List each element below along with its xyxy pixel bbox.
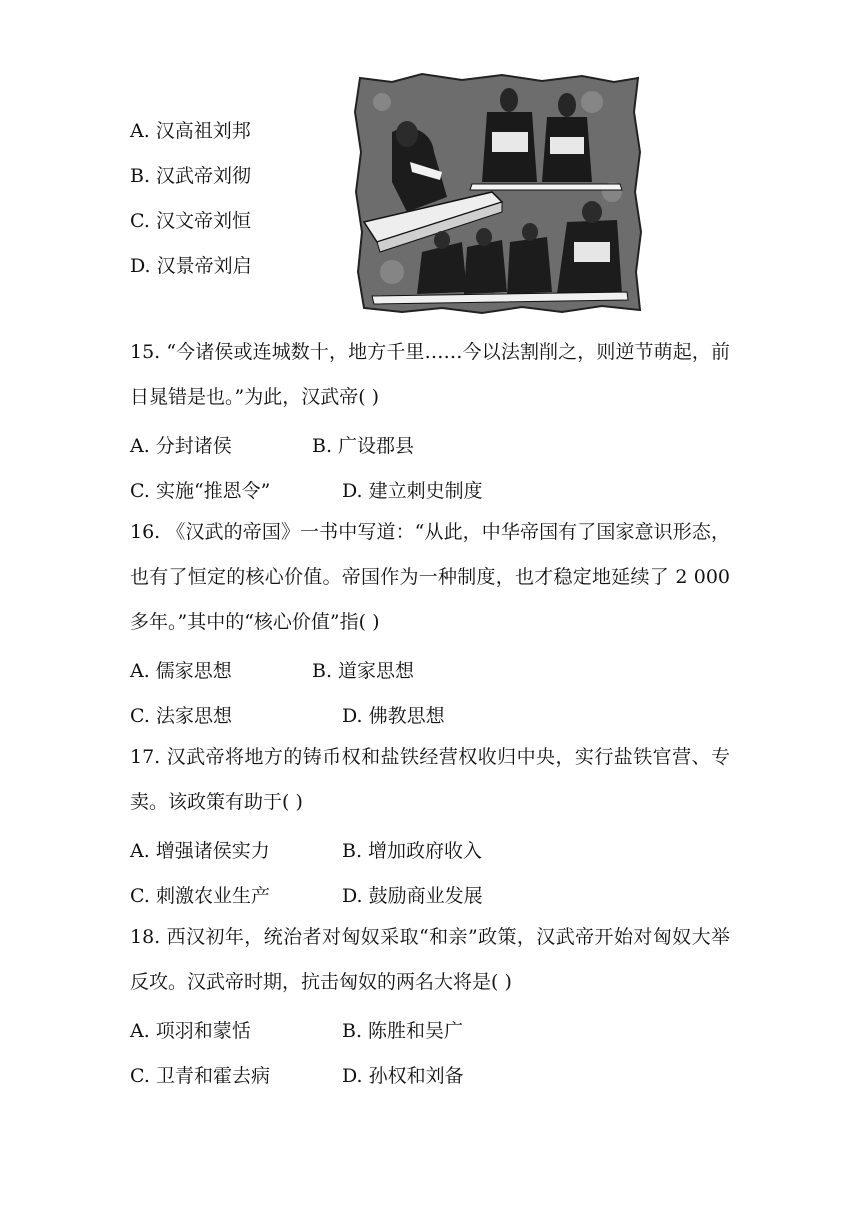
q15-option-c: C. 实施“推恩令” [130,480,271,502]
q17-option-d: D. 鼓励商业发展 [342,885,483,907]
q14-option-a: A. 汉高祖刘邦 [130,120,251,142]
question-16-text: 16. 《汉武的帝国》一书中写道：“从此，中华帝国有了国家意识形态，也有了恒定的核心价值。帝国作为一种制度，也才稳定地延续了 2 000 多年。”其中的“核心价值”指( ) [130,521,730,633]
q17-option-c: C. 刺激农业生产 [130,885,270,907]
q17-option-a: A. 增强诸侯实力 [130,840,270,862]
q16-option-d: D. 佛教思想 [342,705,445,727]
q15-option-b: B. 广设郡县 [312,435,415,457]
q14-option-d: D. 汉景帝刘启 [130,255,252,277]
q14-option-b: B. 汉武帝刘彻 [130,165,252,187]
q15-option-a: A. 分封诸侯 [130,435,232,457]
q16-option-a: A. 儒家思想 [130,660,232,682]
q18-option-a: A. 项羽和蒙恬 [130,1020,251,1042]
q15-option-d: D. 建立刺史制度 [342,480,483,502]
q18-option-c: C. 卫青和霍去病 [130,1065,270,1087]
q16-option-b: B. 道家思想 [312,660,415,682]
q18-option-d: D. 孙权和刘备 [342,1065,464,1087]
question-18-text: 18. 西汉初年，统治者对匈奴采取“和亲”政策，汉武帝开始对匈奴大举反攻。汉武帝时期，抗击匈奴的两名大将是( ) [130,926,730,993]
question-17-text: 17. 汉武帝将地方的铸币权和盐铁经营权收归中央，实行盐铁官营、专卖。该政策有助于( ) [130,746,730,813]
question-15-text: 15. “今诸侯或连城数十，地方千里……今以法割削之，则逆节萌起，前日晁错是也。”为此，汉武帝( ) [130,341,730,408]
q18-option-b: B. 陈胜和吴广 [342,1020,464,1042]
han-stone-relief-image [352,72,642,316]
q17-option-b: B. 增加政府收入 [342,840,483,862]
q14-option-c: C. 汉文帝刘恒 [130,210,251,232]
q16-option-c: C. 法家思想 [130,705,232,727]
